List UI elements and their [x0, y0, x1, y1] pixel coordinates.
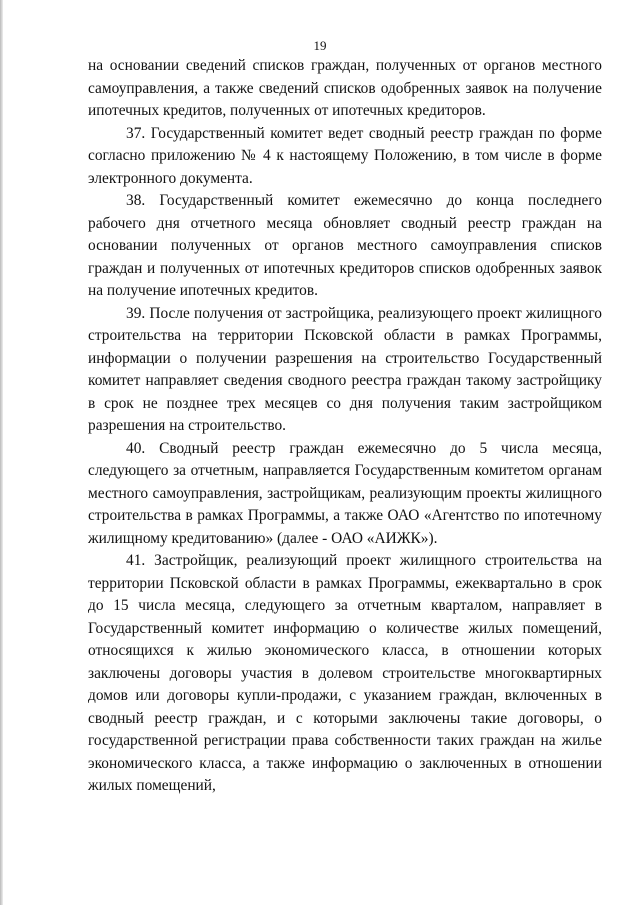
paragraph-37: 37. Государственный комитет ведет сводный реестр граждан по форме согласно приложению № 4 к настоящему Положению, в том числе в форме электронного документа. [88, 124, 602, 187]
paragraph-39: 39. После получения от застройщика, реализующего проект жилищного строительства на территории Псковской области в рамках Программы, информации о получении разрешения на строительство Государственный комитет направляет сведения сводного реестра граждан такому застройщику в срок не позднее трех месяцев со дня получения таким застройщиком разрешения на строительство. [88, 304, 602, 434]
scan-edge [0, 0, 3, 905]
page-number: 19 [313, 38, 327, 53]
paragraph-38: 38. Государственный комитет ежемесячно до конца последнего рабочего дня отчетного месяца обновляет сводный реестр граждан на основании полученных от органов местного самоуправления списков граждан и полученных от ипотечных кредиторов списков одобренных заявок на получение ипотечных кредитов. [88, 192, 602, 299]
paragraph-continuation: на основании сведений списков граждан, полученных от органов местного самоуправления, а также сведений списков одобренных заявок на получение ипотечных кредитов, полученных от ипотечных кредиторов. [88, 57, 602, 119]
paragraph-41: 41. Застройщик, реализующий проект жилищного строительства на территории Псковской области в рамках Программы, ежеквартально в срок до 15 числа месяца, следующего за отчетным кварталом, направляет в Государственный комитет информацию о количестве жилых помещений, относящихся к жилью экономического класса, в отношении которых заключены договоры участия в долевом строительстве многоквартирных домов или договоры купли-продажи, с указанием граждан, включенных в сводный реестр граждан, и с которыми заключены такие договоры, о государственной регистрации права собственности таких граждан на жилье экономического класса, а также информацию о заключенных в отношении жилых помещений, [88, 552, 602, 794]
paragraph-40: 40. Сводный реестр граждан ежемесячно до 5 числа месяца, следующего за отчетным, направляется Государственным комитетом органам местного самоуправления, застройщикам, реализующим проекты жилищного строительства в рамках Программы, а также ОАО «Агентство по ипотечному жилищному кредитованию» (далее - ОАО «АИЖК»). [88, 439, 602, 547]
document-body [88, 55, 602, 798]
